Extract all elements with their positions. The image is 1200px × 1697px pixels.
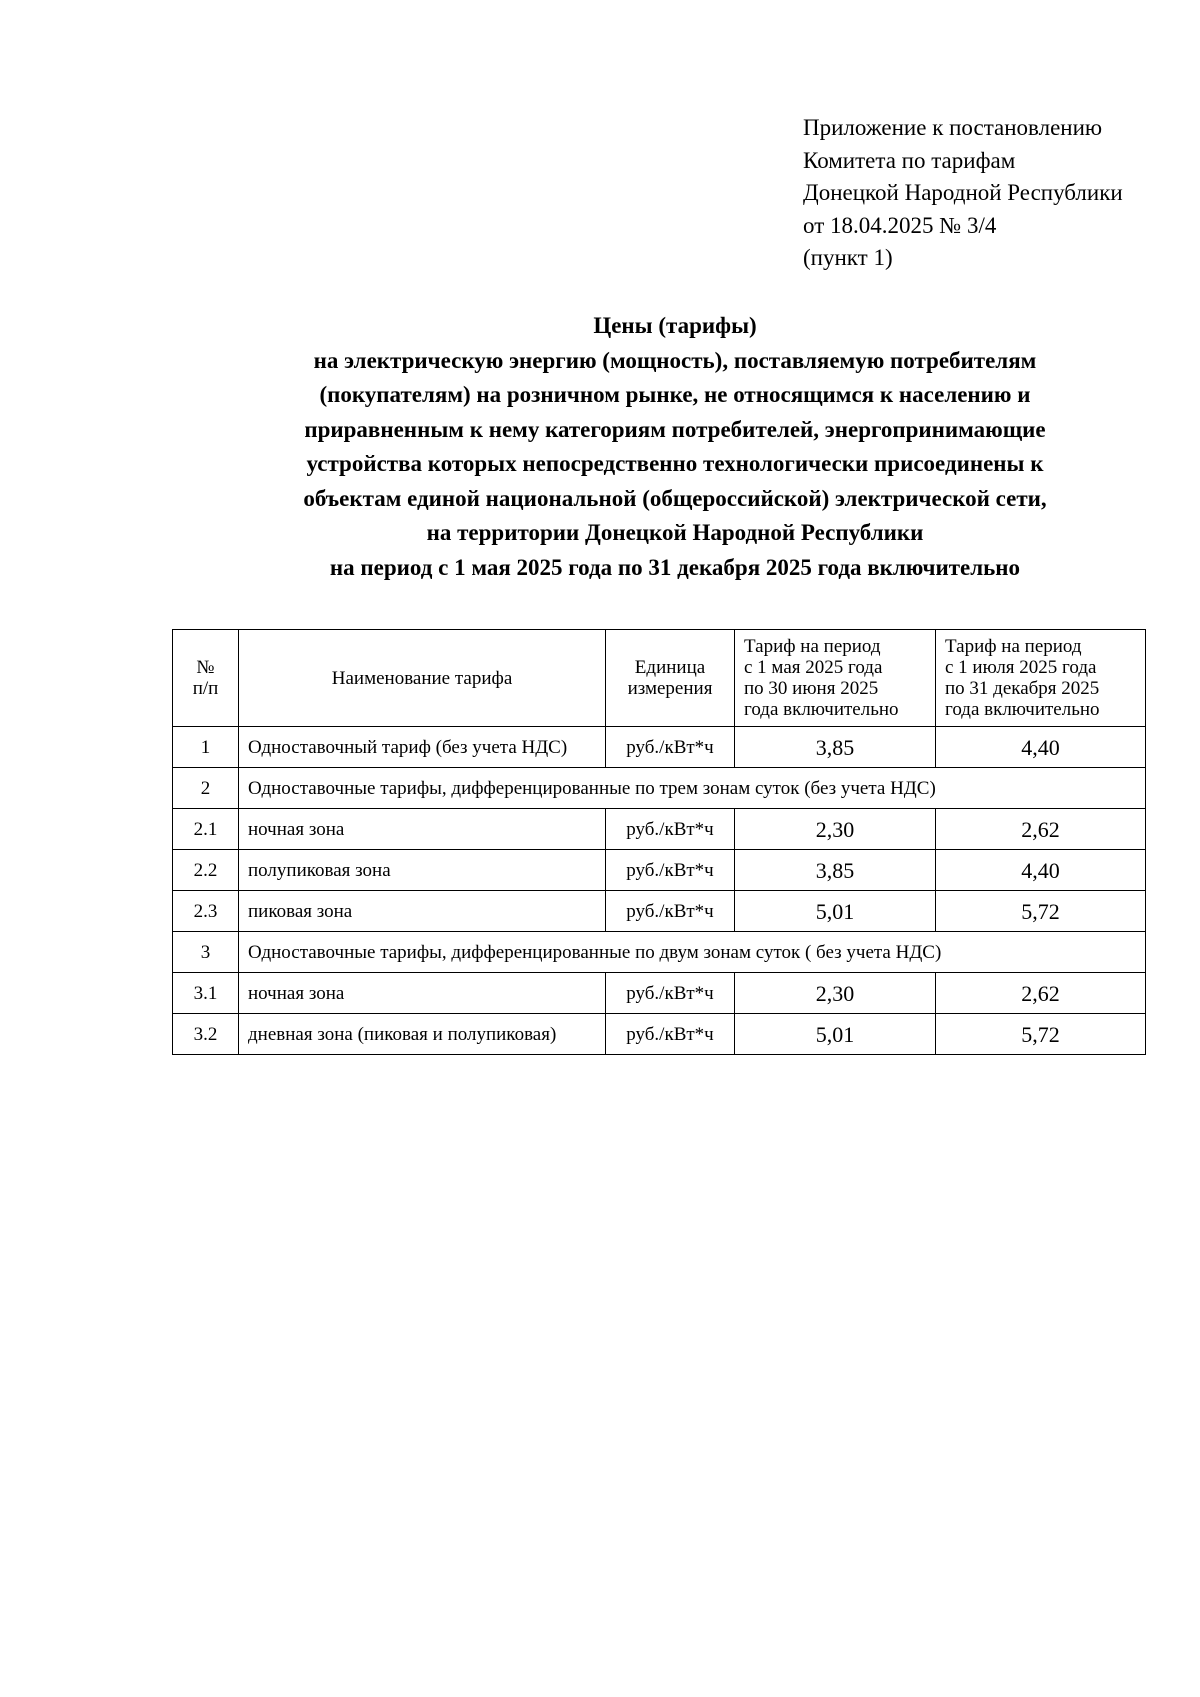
row-value-period-2: 5,72 bbox=[936, 891, 1146, 932]
row-name: ночная зона bbox=[239, 973, 606, 1014]
row-num: 2.1 bbox=[173, 809, 239, 850]
row-num: 3.1 bbox=[173, 973, 239, 1014]
row-name: полупиковая зона bbox=[239, 850, 606, 891]
appendix-line: Донецкой Народной Республики bbox=[803, 180, 1123, 205]
title-line: объектам единой национальной (общероссийской) электрической сети, bbox=[303, 485, 1047, 511]
row-value-period-2: 5,72 bbox=[936, 1014, 1146, 1055]
row-unit: руб./кВт*ч bbox=[606, 973, 735, 1014]
appendix-line: Приложение к постановлению bbox=[803, 115, 1103, 140]
row-num: 3 bbox=[173, 932, 239, 973]
title-line: приравненным к нему категориям потребителей, энергопринимающие bbox=[304, 416, 1046, 442]
title-line: устройства которых непосредственно технологически присоединены к bbox=[306, 451, 1044, 476]
row-value-period-2: 4,40 bbox=[936, 727, 1146, 768]
row-name: пиковая зона bbox=[239, 891, 606, 932]
title-line: Цены (тарифы) bbox=[593, 313, 757, 338]
table-row bbox=[173, 850, 1146, 891]
table-section-row bbox=[173, 932, 1146, 973]
header-name: Наименование тарифа bbox=[239, 630, 606, 727]
document-title bbox=[130, 309, 1200, 585]
row-value-period-2: 2,62 bbox=[936, 973, 1146, 1014]
header-num: № п/п bbox=[173, 630, 239, 727]
row-unit: руб./кВт*ч bbox=[606, 1014, 735, 1055]
row-name: дневная зона (пиковая и полупиковая) bbox=[239, 1014, 606, 1055]
table-row bbox=[173, 1014, 1146, 1055]
row-value-period-2: 2,62 bbox=[936, 809, 1146, 850]
section-name: Одноставочные тарифы, дифференцированные по трем зонам суток (без учета НДС) bbox=[239, 768, 1146, 809]
title-line: (покупателям) на розничном рынке, не относящимся к населению и bbox=[319, 382, 1031, 407]
table-row bbox=[173, 973, 1146, 1014]
row-num: 2 bbox=[173, 768, 239, 809]
row-num: 3.2 bbox=[173, 1014, 239, 1055]
row-value-period-1: 2,30 bbox=[735, 973, 936, 1014]
table-section-row bbox=[173, 768, 1146, 809]
appendix-line: от 18.04.2025 № 3/4 bbox=[803, 212, 997, 238]
table-row bbox=[173, 809, 1146, 850]
header-period-1: Тариф на период с 1 мая 2025 года по 30 июня 2025 года включительно bbox=[735, 630, 936, 727]
row-value-period-1: 3,85 bbox=[735, 727, 936, 768]
row-value-period-1: 5,01 bbox=[735, 1014, 936, 1055]
header-period-2: Тариф на период с 1 июля 2025 года по 31 декабря 2025 года включительно bbox=[936, 630, 1146, 727]
row-unit: руб./кВт*ч bbox=[606, 809, 735, 850]
table-row bbox=[173, 727, 1146, 768]
row-name: Одноставочный тариф (без учета НДС) bbox=[239, 727, 606, 768]
appendix-line: Комитета по тарифам bbox=[803, 147, 1016, 173]
row-name: ночная зона bbox=[239, 809, 606, 850]
row-unit: руб./кВт*ч bbox=[606, 850, 735, 891]
row-value-period-1: 2,30 bbox=[735, 809, 936, 850]
title-line: на период с 1 мая 2025 года по 31 декабря 2025 года включительно bbox=[329, 554, 1021, 580]
table-header-row bbox=[173, 630, 1146, 727]
header-unit: Единица измерения bbox=[606, 630, 735, 727]
row-value-period-2: 4,40 bbox=[936, 850, 1146, 891]
title-line: на территории Донецкой Народной Республики bbox=[426, 520, 924, 545]
row-num: 1 bbox=[173, 727, 239, 768]
row-value-period-1: 5,01 bbox=[735, 891, 936, 932]
section-name: Одноставочные тарифы, дифференцированные по двум зонам суток ( без учета НДС) bbox=[239, 932, 1146, 973]
row-num: 2.2 bbox=[173, 850, 239, 891]
row-value-period-1: 3,85 bbox=[735, 850, 936, 891]
appendix-header bbox=[803, 112, 1183, 275]
row-num: 2.3 bbox=[173, 891, 239, 932]
table-row bbox=[173, 891, 1146, 932]
row-unit: руб./кВт*ч bbox=[606, 891, 735, 932]
tariff-table bbox=[172, 629, 1146, 1055]
appendix-line: (пункт 1) bbox=[803, 245, 893, 270]
title-line: на электрическую энергию (мощность), поставляемую потребителям bbox=[313, 347, 1037, 373]
row-unit: руб./кВт*ч bbox=[606, 727, 735, 768]
